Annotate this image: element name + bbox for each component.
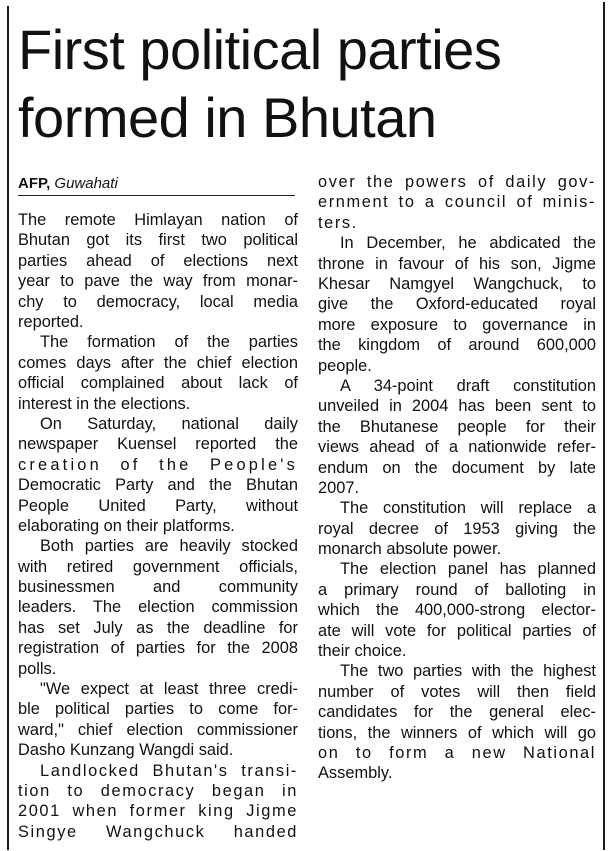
headline [18,16,602,152]
text-line: reported. [18,312,84,331]
text-line: a primary round of balloting in [318,580,596,599]
text-line: views ahead of a nationwide refer- [318,438,596,457]
article-column-1 [18,210,298,842]
headline-line-2: formed in Bhutan [18,86,437,149]
text-line: People United Party, without [18,496,298,515]
text-line: On Saturday, national daily [40,414,298,433]
text-line: Bhutan got its first two political [18,231,298,250]
text-line: candidates for the general elec- [318,703,596,722]
byline-place: Guwahati [54,175,118,192]
text-line: over the powers of daily gov- [318,173,596,191]
text-line: tion to democracy began in [18,782,298,801]
text-line: elaborating on their platforms. [18,516,235,535]
text-line: The election panel has planned [340,560,596,579]
text-line: businessmen and community [18,578,298,597]
byline-agency: AFP, [18,175,51,192]
byline-rule [18,195,295,196]
text-line: endum on the document by late [318,458,596,477]
text-line: which the 400,000-strong elector- [318,601,596,620]
text-line: ble political parties to come for- [18,700,298,719]
text-line: Dasho Kunzang Wangdi said. [18,741,234,760]
text-line: ters. [318,213,358,232]
byline [18,174,295,196]
text-line: leaders. The election commission [18,598,298,617]
column-frame-left [7,6,9,850]
text-line: ward," chief election commissioner [18,720,298,739]
text-line: 2001 when former king Jigme [18,802,298,821]
text-line: monarch absolute power. [318,540,502,559]
text-line: ate will vote for political parties of [318,621,596,640]
text-line: polls. [18,659,57,678]
article-column-2 [318,172,596,784]
text-line: royal decree of 1953 giving the [318,519,596,538]
text-line: The constitution will replace a [340,499,596,518]
text-line: the kingdom of around 600,000 [318,336,596,355]
text-line: 2007. [318,478,360,497]
text-line: Assembly. [318,764,393,783]
text-line: Khesar Namgyel Wangchuck, to [318,274,596,293]
text-line: number of votes will then field [318,682,596,701]
text-line: throne in favour of his son, Jigme [318,254,596,273]
text-line: chy to democracy, local media [18,292,298,311]
text-line: the Bhutanese people for their [318,417,596,436]
text-line: A 34-point draft constitution [340,376,596,395]
text-line: "We expect at least three credi- [40,680,298,699]
text-line: unveiled in 2004 has been sent to [318,397,596,416]
text-line: more exposure to governance in [318,315,596,334]
headline-line-1: First political parties [18,18,502,81]
text-line: people. [318,356,372,375]
text-line: creation of the People's [18,455,298,474]
text-line: year to pave the way from monar- [18,272,298,291]
text-line: Both parties are heavily stocked [40,537,298,556]
text-line: on to form a new National [318,744,596,763]
text-line: registration of parties for the 2008 [18,639,298,658]
text-line: ernment to a council of minis- [318,193,596,212]
text-line: their choice. [318,642,407,661]
text-line: The remote Himlayan nation of [18,211,298,229]
text-line: official complained about lack of [18,374,298,393]
text-line: tions, the winners of which will go [318,723,596,742]
text-line: has set July as the deadline for [18,618,298,637]
column-frame-right [603,2,605,850]
text-line: with retired government officials, [18,557,298,576]
text-line: In December, he abdicated the [340,234,596,253]
text-line: interest in the elections. [18,394,191,413]
text-line: parties ahead of elections next [18,251,298,270]
text-line: Democratic Party and the Bhutan [18,476,298,495]
text-line: Singye Wangchuck handed [18,822,298,841]
text-line: The two parties with the highest [340,662,596,681]
text-line: newspaper Kuensel reported the [18,435,298,454]
text-line: Landlocked Bhutan's transi- [40,761,298,780]
text-line: The formation of the parties [40,333,298,352]
text-line: comes days after the chief election [18,353,298,372]
text-line: give the Oxford-educated royal [318,295,596,314]
